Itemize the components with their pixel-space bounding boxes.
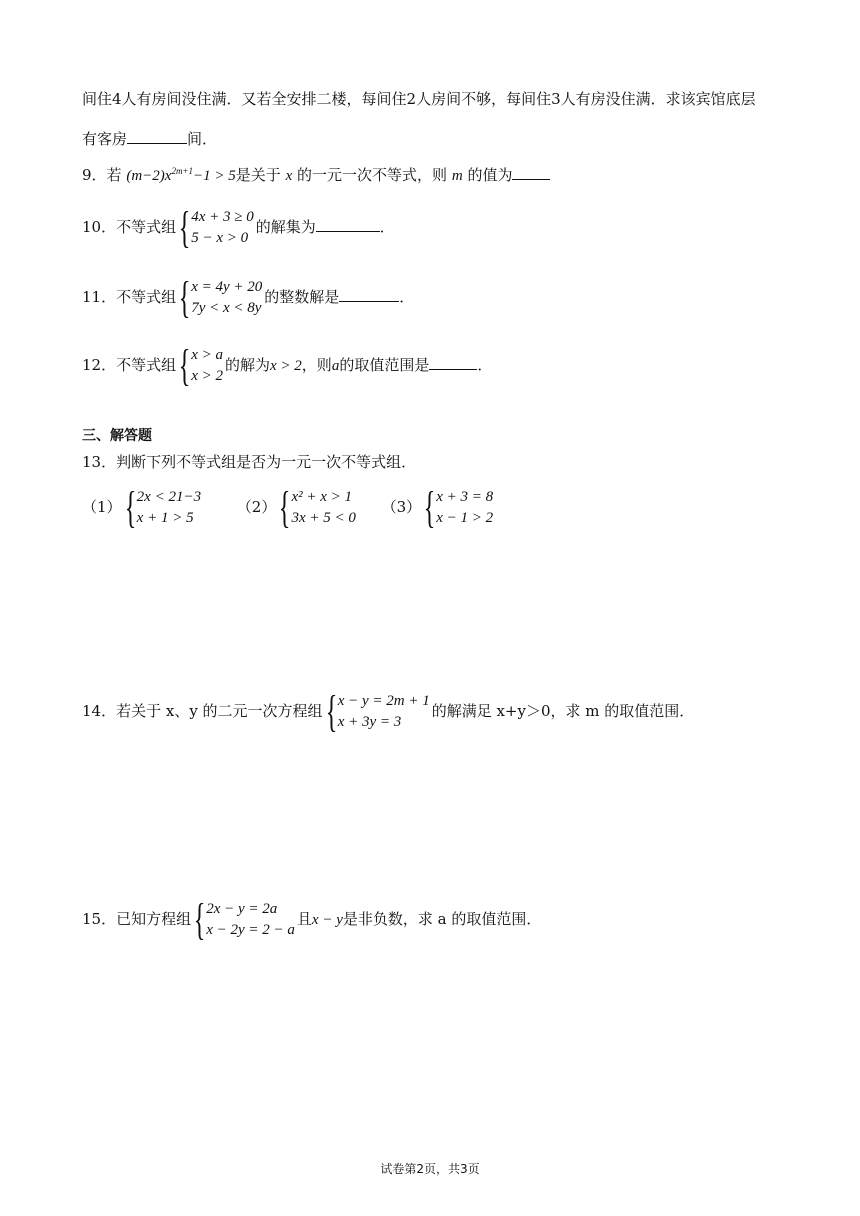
q15-cond: x − y [311, 912, 343, 928]
q9-expr-a: (m−2)x [126, 168, 172, 184]
q13-part2-row2: 3x + 5 < 0 [291, 510, 356, 526]
q10-end: ． [379, 218, 395, 236]
q15-pre: 15．已知方程组 [82, 910, 192, 928]
q10-row2: 5 − x > 0 [191, 230, 249, 246]
q10-system [176, 203, 256, 252]
q12-num: 12．不等式组 [82, 356, 177, 374]
q8-line2-post: 间． [187, 130, 218, 148]
q13-part3-row1: x + 3 = 8 [436, 489, 494, 505]
q12-var-a: a [331, 358, 340, 374]
q9-mid: 是关于 [235, 166, 281, 184]
brace-icon: { [193, 895, 206, 944]
q9-mid2: 的一元一次不等式，则 [297, 166, 448, 184]
q12-system [176, 341, 225, 390]
q11-answer-blank[interactable] [339, 287, 399, 302]
q9-end: 的值为 [467, 166, 513, 184]
q8-answer-blank[interactable] [127, 129, 187, 144]
q10 [82, 203, 395, 252]
q14-pre: 14．若关于 x、y 的二元一次方程组 [82, 702, 323, 720]
q10-row1: 4x + 3 ≥ 0 [191, 209, 254, 225]
q9-var-m: m [451, 168, 463, 184]
q15-post: 是非负数，求 a 的取值范围． [342, 910, 542, 928]
q13-text: 13．判断下列不等式组是否为一元一次不等式组． [82, 453, 417, 471]
q9-num: 9．若 [82, 166, 122, 184]
q13-part1-label: （1） [82, 498, 122, 516]
q12 [82, 341, 493, 390]
section-heading: 三、解答题 [82, 428, 152, 444]
q13-part3-label: （3） [381, 498, 422, 516]
q14-row2: x + 3y = 3 [337, 714, 402, 730]
q9-var-x: x [285, 168, 293, 184]
q13-part1-row1: 2x < 21−3 [136, 489, 202, 505]
q13-part2-label: （2） [236, 498, 277, 516]
q12-end: ． [477, 356, 493, 374]
q8-line2-pre: 有客房 [82, 130, 128, 148]
q12-answer-blank[interactable] [429, 355, 477, 370]
q15-row1: 2x − y = 2a [206, 901, 278, 917]
q11 [82, 273, 415, 322]
q13-parts [82, 483, 522, 532]
q9-answer-blank[interactable] [512, 165, 550, 180]
q13-part2-row1: x² + x > 1 [291, 489, 353, 505]
q8-line1: 间住4人有房间没住满．又若全安排二楼，每间住2人房间不够，每间住3人有房没住满．求该宾馆底层 [82, 90, 756, 108]
q10-num: 10．不等式组 [82, 218, 177, 236]
brace-icon: { [178, 341, 191, 390]
q11-system [176, 273, 264, 322]
q15-system [191, 895, 297, 944]
q9-exponent: 2m+1 [171, 166, 194, 176]
q15-mid: 且 [296, 910, 312, 928]
brace-icon: { [325, 687, 337, 736]
q13-part2 [236, 483, 377, 532]
q11-end: ． [399, 288, 415, 306]
brace-icon: { [124, 483, 136, 532]
q13-part1-row2: x + 1 > 5 [136, 510, 194, 526]
q8-line2 [82, 128, 217, 149]
brace-icon: { [279, 483, 291, 532]
q12-tail1: 的解为 [225, 356, 271, 374]
q15-row2: x − 2y = 2 − a [206, 922, 295, 938]
q12-row1: x > a [191, 347, 223, 363]
q12-tail3: 的取值范围是 [339, 356, 430, 374]
q13-part1 [82, 483, 232, 532]
q10-tail: 的解集为 [255, 218, 316, 236]
brace-icon: { [423, 483, 436, 532]
q12-cond: x > 2 [270, 358, 302, 374]
q10-answer-blank[interactable] [316, 217, 380, 232]
q11-row2: 7y < x < 8y [191, 300, 262, 316]
brace-icon: { [178, 203, 191, 252]
q12-row2: x > 2 [191, 368, 223, 384]
q15 [82, 895, 542, 944]
brace-icon: { [178, 273, 191, 322]
q14-post: 的解满足 x+y＞0，求 m 的取值范围． [431, 702, 695, 720]
q9-expr-b: −1 > 5 [193, 168, 236, 184]
q9 [82, 164, 550, 185]
q11-num: 11．不等式组 [82, 288, 177, 306]
q14-system [323, 687, 432, 736]
q13-part3-row2: x − 1 > 2 [436, 510, 494, 526]
q14 [82, 687, 695, 736]
q13-part3 [381, 483, 522, 532]
q12-tail2: ，则 [301, 356, 332, 374]
q11-row1: x = 4y + 20 [191, 279, 263, 295]
q11-tail: 的整数解是 [264, 288, 340, 306]
q14-row1: x − y = 2m + 1 [337, 693, 430, 709]
page-footer: 试卷第2页，共3页 [380, 1162, 480, 1176]
